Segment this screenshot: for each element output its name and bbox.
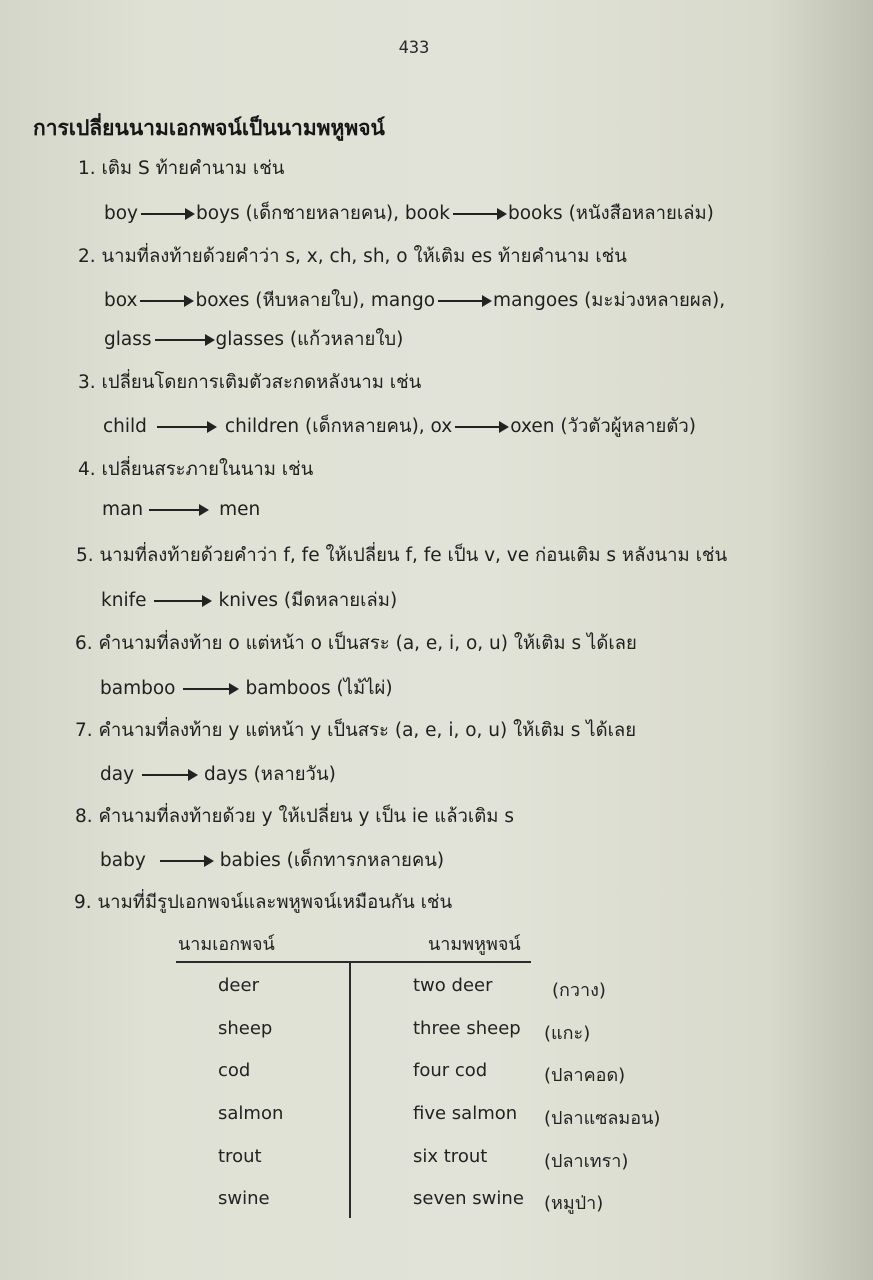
arrow-icon [149, 509, 207, 511]
rule-3-heading: 3. เปลี่ยนโดยการเติมตัวสะกดหลังนาม เช่น [78, 372, 422, 393]
rule-6-example [100, 674, 393, 703]
rule-5-heading: 5. นามที่ลงท้ายด้วยคำว่า f, fe ให้เปลี่ยน f, fe เป็น v, ve ก่อนเติม s หลังนาม เช่น [76, 545, 728, 566]
arrow-icon [157, 426, 215, 428]
example-plural: bamboos (ไม้ไผ่) [245, 678, 393, 699]
example-singular: baby [100, 850, 146, 871]
example-plural: glasses (แก้วหลายใบ) [215, 329, 404, 350]
table-cell-meaning: (ปลาเทรา) [544, 1151, 629, 1172]
rule-2-example [104, 325, 403, 354]
arrow-icon [141, 213, 193, 215]
example-singular: box [104, 290, 138, 311]
table-cell-singular: sheep [218, 1018, 273, 1039]
table-cell-meaning: (แกะ) [544, 1023, 591, 1044]
example-plural: mangoes (มะม่วงหลายผล), [493, 290, 726, 311]
rule-7-example [100, 760, 336, 789]
example-plural: books (หนังสือหลายเล่ม) [507, 203, 714, 224]
example-singular: bamboo [100, 678, 176, 699]
rule-7-heading: 7. คำนามที่ลงท้าย y แต่หน้า y เป็นสระ (a, e, i, o, u) ให้เติม s ได้เลย [75, 720, 637, 741]
table-cell-meaning: (กวาง) [552, 980, 606, 1001]
arrow-icon [183, 688, 237, 690]
rule-2-heading: 2. นามที่ลงท้ายด้วยคำว่า s, x, ch, sh, o ให้เติม es ท้ายคำนาม เช่น [78, 246, 627, 267]
example-plural: children (เด็กหลายคน), ox [224, 416, 453, 437]
example-plural: knives (มีดหลายเล่ม) [218, 590, 398, 611]
rule-5-example [101, 586, 397, 615]
table-header-divider [176, 961, 531, 963]
example-singular: knife [101, 590, 147, 611]
arrow-icon [154, 600, 210, 602]
table-header-singular: นามเอกพจน์ [178, 934, 275, 955]
table-cell-singular: swine [218, 1188, 270, 1209]
table-cell-meaning: (หมูป่า) [544, 1193, 604, 1214]
arrow-icon [160, 860, 212, 862]
example-plural: days (หลายวัน) [204, 764, 336, 785]
table-column-divider [349, 962, 351, 1218]
table-cell-singular: cod [218, 1060, 251, 1081]
table-cell-singular: deer [218, 975, 259, 996]
arrow-icon [155, 339, 213, 341]
page-number: 433 [398, 38, 430, 58]
table-cell-singular: trout [218, 1146, 262, 1167]
table-cell-plural: three sheep [413, 1018, 521, 1039]
example-plural: boxes (หีบหลายใบ), mango [195, 290, 436, 311]
example-plural: men [219, 499, 261, 520]
table-cell-plural: seven swine [413, 1188, 524, 1209]
example-plural: babies (เด็กทารกหลายคน) [219, 850, 445, 871]
example-singular: glass [104, 329, 152, 350]
table-cell-plural: six trout [413, 1146, 488, 1167]
arrow-icon [438, 300, 490, 302]
example-plural: oxen (วัวตัวผู้หลายตัว) [510, 416, 696, 437]
table-cell-singular: salmon [218, 1103, 284, 1124]
arrow-icon [455, 426, 507, 428]
rule-8-heading: 8. คำนามที่ลงท้ายด้วย y ให้เปลี่ยน y เป็น ie แล้วเติม s [75, 806, 514, 827]
rule-6-heading: 6. คำนามที่ลงท้าย o แต่หน้า o เป็นสระ (a, e, i, o, u) ให้เติม s ได้เลย [75, 633, 637, 654]
rule-3-example [103, 412, 696, 441]
rule-1-heading: 1. เติม S ท้ายคำนาม เช่น [78, 158, 285, 179]
table-header-plural: นามพหูพจน์ [428, 934, 521, 955]
table-cell-plural: four cod [413, 1060, 488, 1081]
arrow-icon [142, 774, 196, 776]
singular-plural-table [176, 925, 696, 1225]
page-title: การเปลี่ยนนามเอกพจน์เป็นนามพหูพจน์ [33, 116, 385, 140]
example-singular: boy [104, 203, 139, 224]
table-cell-meaning: (ปลาคอด) [544, 1065, 626, 1086]
example-singular: man [102, 499, 144, 520]
rule-8-example [100, 846, 444, 875]
table-cell-meaning: (ปลาแซลมอน) [544, 1108, 661, 1129]
arrow-icon [140, 300, 192, 302]
rule-1-example [104, 199, 714, 228]
rule-9-heading: 9. นามที่มีรูปเอกพจน์และพหูพจน์เหมือนกัน เช่น [74, 892, 453, 913]
arrow-icon [453, 213, 505, 215]
table-cell-plural: five salmon [413, 1103, 518, 1124]
rule-4-example [102, 499, 260, 520]
example-singular: day [100, 764, 135, 785]
rule-4-heading: 4. เปลี่ยนสระภายในนาม เช่น [78, 459, 314, 480]
example-singular: child [103, 416, 147, 437]
table-cell-plural: two deer [413, 975, 493, 996]
example-plural: boys (เด็กชายหลายคน), book [196, 203, 450, 224]
rule-2-example [104, 286, 725, 315]
